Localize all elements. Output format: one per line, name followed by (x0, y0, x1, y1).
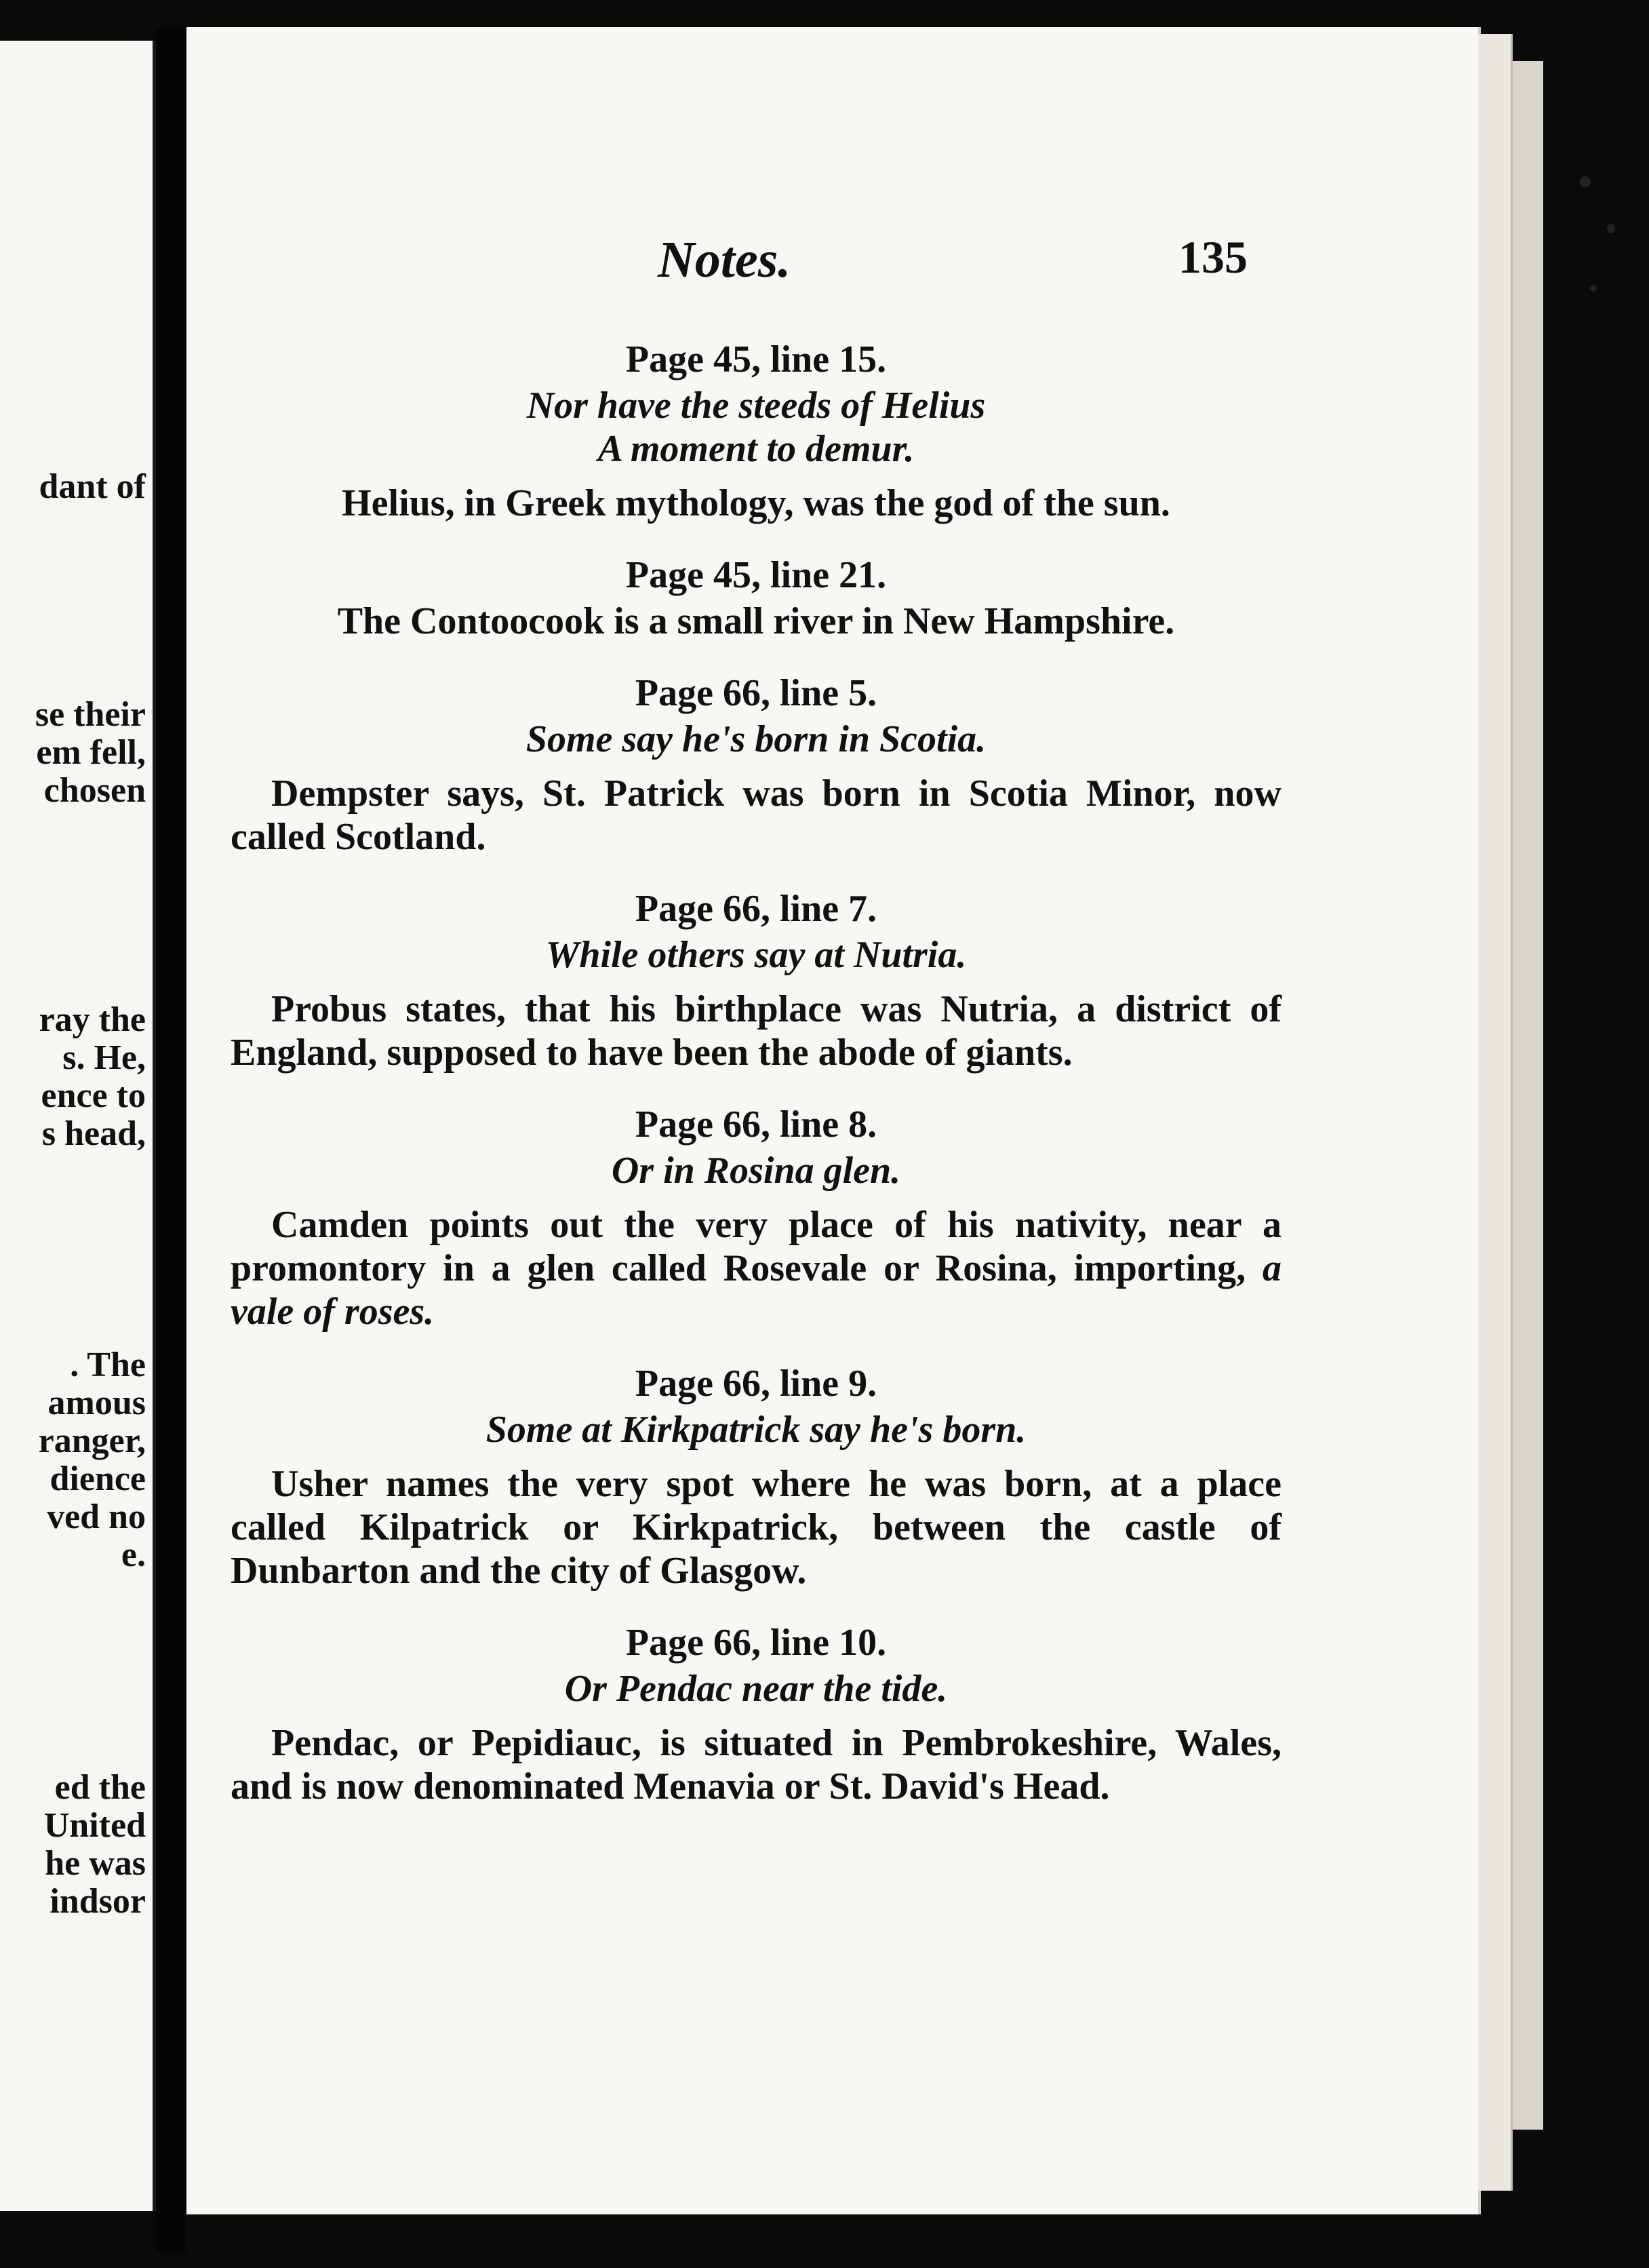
quote-line: While others say at Nutria. (545, 934, 967, 976)
note-body (231, 482, 1282, 525)
previous-page-fragment: ranger, (38, 1422, 146, 1460)
note-body-text: Pendac, or Pepidiauc, is situated in Pembrokeshire, Wales, and is now denominated Menavia or St. David's Head. (231, 1722, 1282, 1807)
quoted-verse (231, 1408, 1282, 1451)
note-body-italic: a vale of roses. (231, 1247, 1282, 1333)
previous-page-fragment: em fell, (36, 733, 146, 772)
note-heading: Page 66, line 10. (625, 1622, 887, 1664)
quote-line: Some say he's born in Scotia. (525, 718, 987, 760)
notes-section (231, 338, 1282, 1837)
quoted-verse (231, 933, 1282, 977)
note-body (231, 1203, 1282, 1333)
page-edge-stack (1513, 61, 1543, 2130)
previous-page-fragment: s head, (41, 1114, 146, 1153)
previous-page-fragment: dience (49, 1460, 146, 1498)
page-number: 135 (1178, 231, 1248, 283)
note-entry (231, 553, 1282, 643)
note-heading: Page 66, line 8. (635, 1103, 877, 1146)
note-entry (231, 1621, 1282, 1808)
running-head (475, 231, 1248, 292)
quote-line: Nor have the steeds of Helius (526, 385, 986, 427)
note-heading: Page 45, line 15. (625, 338, 887, 380)
quoted-verse (231, 718, 1282, 761)
page-edge (1478, 34, 1513, 2191)
note-body-text: The Contoocook is a small river in New Hampshire. (337, 600, 1175, 642)
ink-speck (1590, 285, 1597, 292)
note-heading: Page 66, line 7. (635, 888, 877, 930)
quoted-verse (231, 1149, 1282, 1192)
previous-page-fragment: ed the (54, 1768, 146, 1807)
note-body-text: Probus states, that his birthplace was Nutria, a district of England, supposed to have been the abode of giants. (231, 988, 1282, 1074)
book-gutter (156, 27, 186, 2252)
note-heading: Page 45, line 21. (625, 554, 887, 596)
quote-line: A moment to demur. (597, 428, 915, 470)
note-body (231, 1462, 1282, 1592)
quote-line: Or in Rosina glen. (611, 1150, 901, 1192)
note-entry (231, 887, 1282, 1074)
quoted-verse (231, 1667, 1282, 1710)
ink-speck (1580, 176, 1591, 187)
note-body (231, 988, 1282, 1074)
previous-page-fragment: United (43, 1806, 146, 1845)
note-entry (231, 1103, 1282, 1333)
note-body-text: Dempster says, St. Patrick was born in Scotia Minor, now called Scotland. (231, 773, 1282, 858)
previous-page-edge (0, 41, 157, 2211)
note-body (231, 1721, 1282, 1808)
previous-page-fragment: ray the (39, 1000, 146, 1039)
previous-page-fragment: he was (45, 1844, 146, 1883)
note-heading: Page 66, line 9. (635, 1363, 877, 1405)
ink-speck (1607, 224, 1615, 233)
previous-page-fragment: chosen (43, 771, 146, 810)
quote-line: Or Pendac near the tide. (564, 1668, 948, 1710)
note-body (231, 772, 1282, 859)
note-entry (231, 1362, 1282, 1592)
previous-page-fragment: s. He, (62, 1038, 146, 1077)
previous-page-fragment: . The (70, 1346, 146, 1384)
note-heading: Page 66, line 5. (635, 672, 877, 714)
previous-page-fragment: se their (35, 695, 146, 734)
note-entry (231, 338, 1282, 525)
quote-line: Some at Kirkpatrick say he's born. (485, 1409, 1027, 1451)
quoted-verse (231, 384, 1282, 471)
previous-page-fragment: dant of (39, 467, 146, 506)
running-title: Notes. (658, 231, 791, 288)
note-entry (231, 671, 1282, 859)
previous-page-fragment: e. (121, 1536, 146, 1574)
previous-page-fragment: indsor (49, 1882, 146, 1921)
note-body-text: Helius, in Greek mythology, was the god of the sun. (342, 482, 1170, 524)
previous-page-fragment: ence to (41, 1076, 146, 1115)
previous-page-fragment: amous (47, 1384, 146, 1422)
note-body (231, 600, 1282, 643)
previous-page-fragment: ved no (47, 1498, 146, 1536)
note-body-text: Camden points out the very place of his nativity, near a promontory in a glen called Rosevale or Rosina, importing, (231, 1204, 1282, 1289)
note-body-text: Usher names the very spot where he was born, at a place called Kilpatrick or Kirkpatrick, between the castle of Dunbarton and the city of Glasgow. (231, 1463, 1282, 1592)
